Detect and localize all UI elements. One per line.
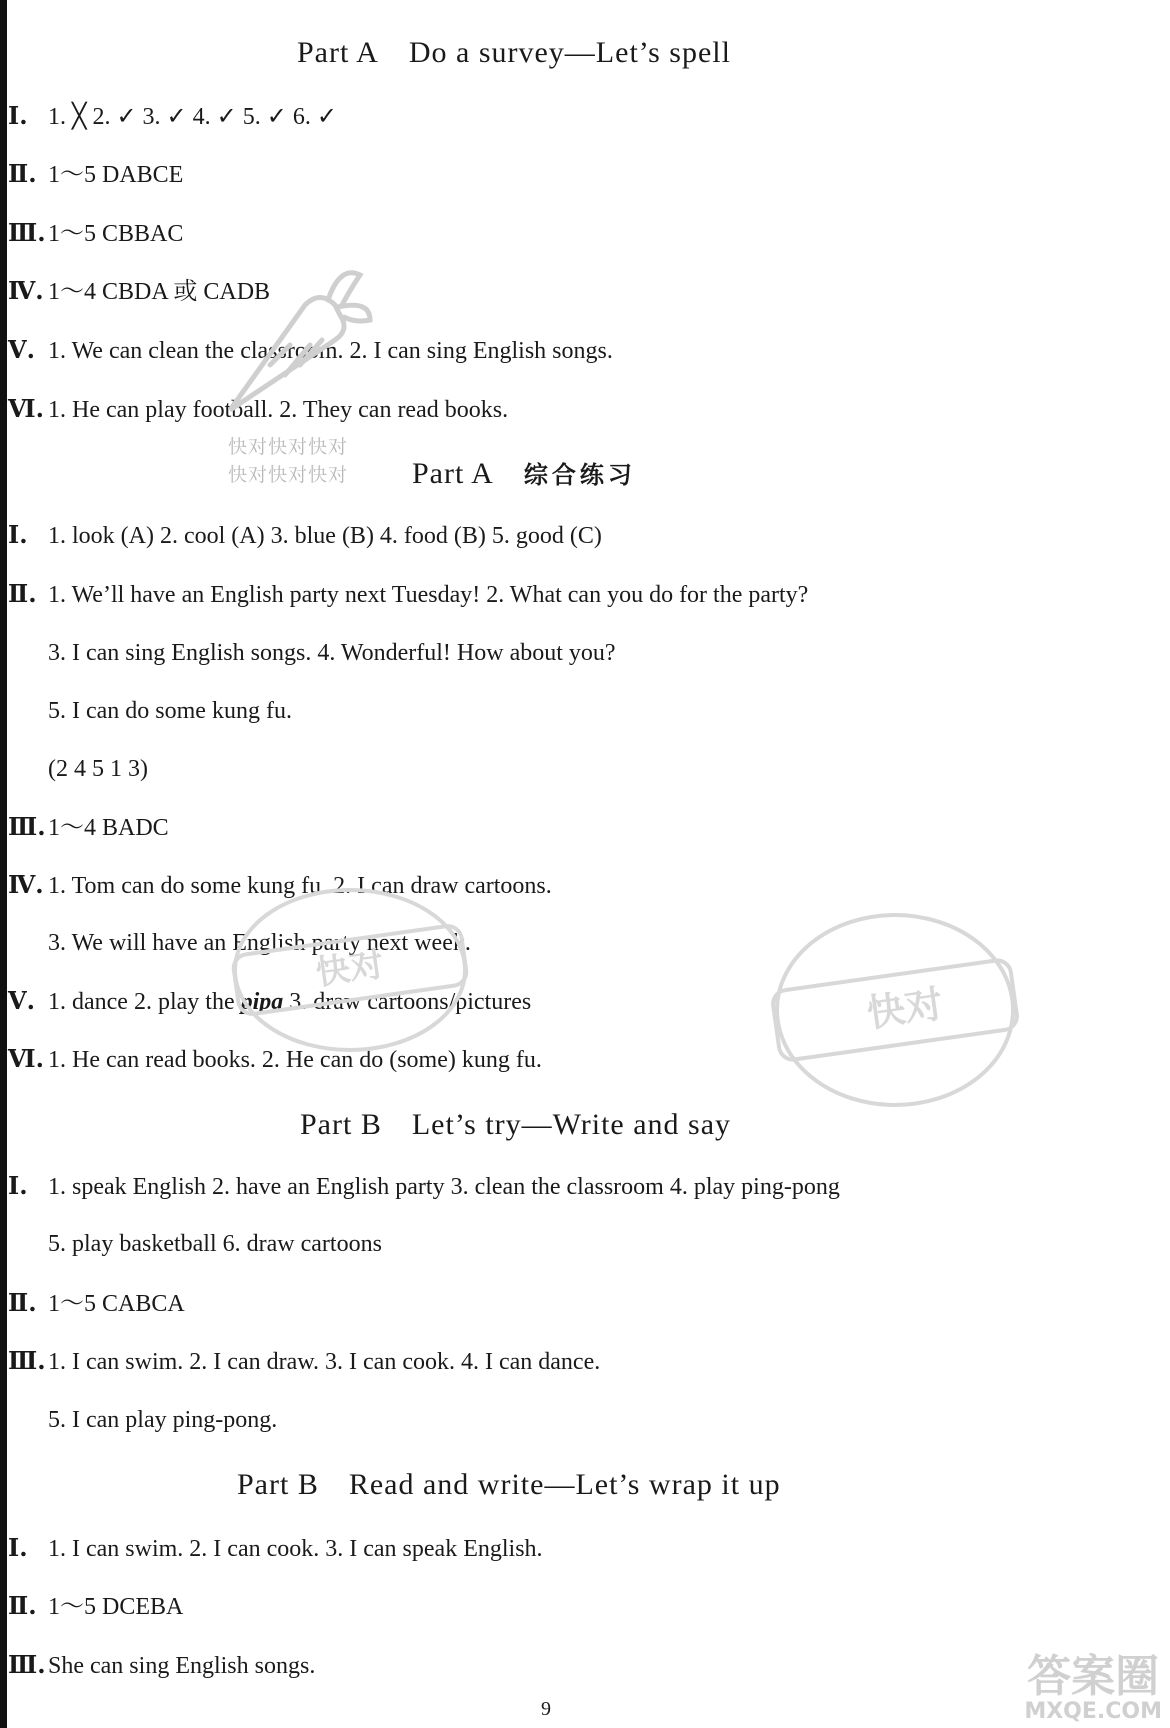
answer-line: Ⅰ. 1. ╳ 2. ✓ 3. ✓ 4. ✓ 5. ✓ 6. ✓ (8, 101, 337, 130)
answer-line: Ⅳ. 1～4 CBDA 或 CADB (8, 276, 271, 305)
answer-line: Ⅰ. 1. I can swim. 2. I can cook. 3. I can speak English. (8, 1533, 543, 1562)
answer-line: 5. I can do some kung fu. (48, 698, 292, 724)
answer-line: 5. play basketball 6. draw cartoons (48, 1231, 382, 1257)
answer-line: Ⅲ. 1～4 BADC (8, 812, 169, 841)
answer-line: 5. I can play ping-pong. (48, 1407, 278, 1433)
answer-line: Ⅱ. 1～5 DABCE (8, 159, 184, 188)
watermark-text: 快对快对快对 (228, 464, 349, 486)
answer-line: Ⅰ. 1. look (A) 2. cool (A) 3. blue (B) 4. food (B) 5. good (C) (8, 520, 602, 549)
answer-line: Ⅳ. 1. Tom can do some kung fu. 2. I can draw cartoons. (8, 870, 552, 899)
answer-line: 3. I can sing English songs. 4. Wonderful! How about you? (48, 640, 616, 666)
section-title-3: Part B Let’s try—Write and say (300, 1108, 732, 1141)
answer-line: Ⅲ. She can sing English songs. (8, 1650, 316, 1679)
answer-line: Ⅵ. 1. He can read books. 2. He can do (some) kung fu. (8, 1044, 542, 1073)
answer-line: 3. We will have an English party next week. (48, 930, 471, 956)
stamp-text: 快对 (864, 981, 946, 1036)
answer-line: Ⅲ. 1～5 CBBAC (8, 218, 184, 247)
stamp-text: 快对 (313, 944, 387, 994)
stamp-watermark-icon (220, 880, 480, 1060)
answer-line: Ⅴ. 1. dance 2. play the pipa 3. draw cartoons/pictures (8, 986, 532, 1015)
answer-line: Ⅱ. 1. We’ll have an English party next Tuesday! 2. What can you do for the party? (8, 579, 809, 608)
answer-line: (2 4 5 1 3) (48, 756, 148, 782)
site-logo: 答案圈 MXQE.COM (1024, 1651, 1162, 1724)
answer-line: Ⅴ. 1. We can clean the classroom. 2. I can sing English songs. (8, 335, 613, 364)
section-title-2: Part A 综合练习 (412, 457, 636, 490)
section-title-1: Part A Do a survey—Let’s spell (297, 36, 731, 69)
answer-line: Ⅱ. 1～5 DCEBA (8, 1591, 184, 1620)
scan-edge-shadow (0, 0, 7, 1728)
stamp-watermark-icon (765, 905, 1025, 1115)
watermark-text: 快对快对快对 (228, 436, 349, 458)
section-title-4: Part B Read and write—Let’s wrap it up (237, 1468, 781, 1501)
answer-line: Ⅲ. 1. I can swim. 2. I can draw. 3. I can cook. 4. I can dance. (8, 1346, 601, 1375)
answer-line: Ⅱ. 1～5 CABCA (8, 1288, 185, 1317)
answer-line: Ⅰ. 1. speak English 2. have an English party 3. clean the classroom 4. play ping-pong (8, 1171, 840, 1200)
answer-line: Ⅵ. 1. He can play football. 2. They can read books. (8, 394, 509, 423)
page-number: 9 (541, 1698, 551, 1720)
